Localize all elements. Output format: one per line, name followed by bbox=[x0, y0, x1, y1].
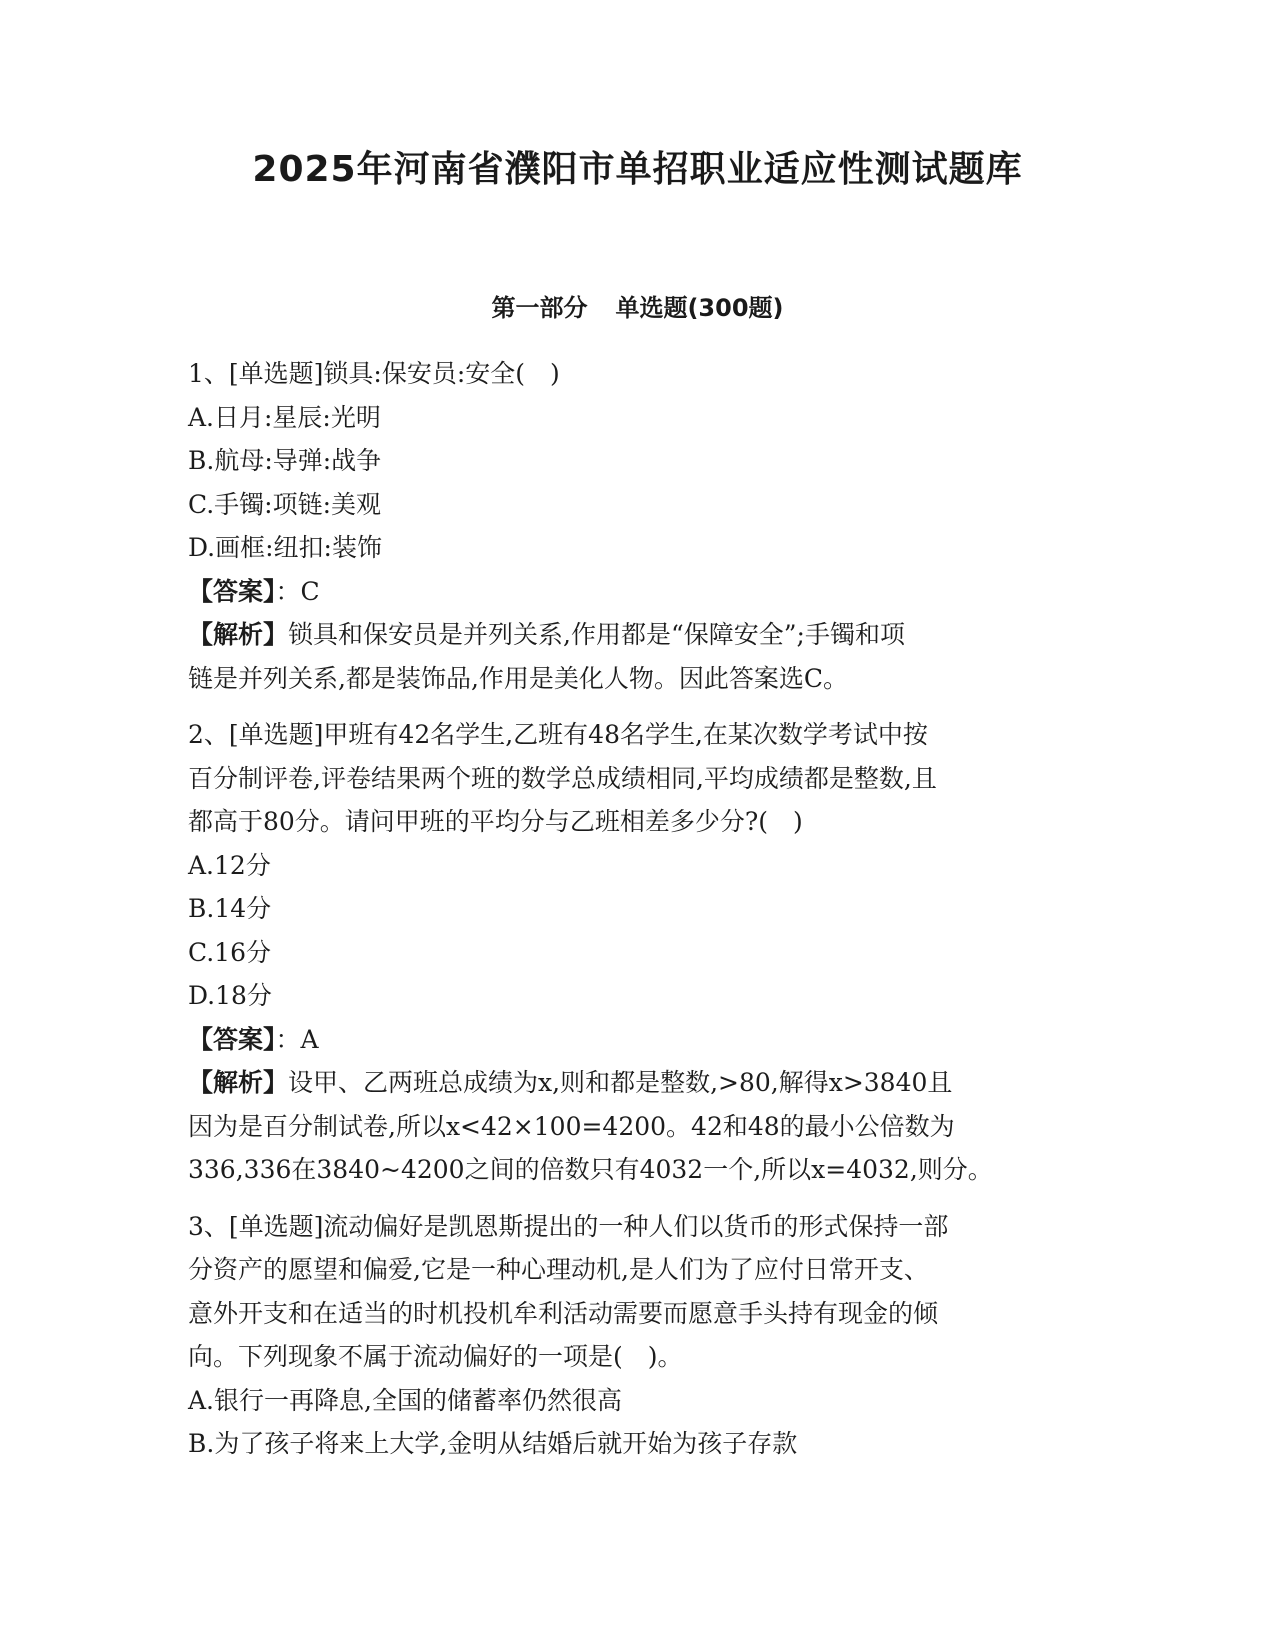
question-stem: 1、[单选题]锁具:保安员:安全( ) bbox=[188, 359, 560, 388]
question-3 bbox=[188, 1205, 1088, 1466]
option-a: A.日月:星辰:光明 bbox=[188, 402, 381, 432]
question-stem: 3、[单选题]流动偏好是凯恩斯提出的一种人们以货币的形式保持一部 bbox=[188, 1211, 949, 1241]
answer-label: 【答案】 bbox=[188, 576, 276, 606]
question-list bbox=[188, 352, 1088, 1479]
analysis-text: 设甲、乙两班总成绩为x,则和都是整数,>80,解得x>3840且 bbox=[288, 1068, 953, 1097]
analysis-text: 336,336在3840~4200之间的倍数只有4032一个,所以x=4032,则分。 bbox=[188, 1155, 993, 1184]
document-title: 2025年河南省濮阳市单招职业适应性测试题库 bbox=[252, 149, 1023, 190]
analysis-line bbox=[188, 1061, 1088, 1105]
question-2 bbox=[188, 713, 1088, 1192]
question-stem: 分资产的愿望和偏爱,它是一种心理动机,是人们为了应付日常开支、 bbox=[188, 1255, 929, 1284]
section-title bbox=[0, 292, 1275, 324]
question-stem: 都高于80分。请问甲班的平均分与乙班相差多少分?( ) bbox=[188, 807, 803, 836]
analysis-label: 【解析】 bbox=[188, 620, 289, 649]
question-stem: 2、[单选题]甲班有42名学生,乙班有48名学生,在某次数学考试中按 bbox=[188, 720, 928, 749]
answer-line bbox=[188, 570, 1088, 614]
analysis-line bbox=[188, 613, 1088, 657]
option-d: D.画框:纽扣:装饰 bbox=[188, 533, 382, 562]
question-stem: 百分制评卷,评卷结果两个班的数学总成绩相同,平均成绩都是整数,且 bbox=[188, 763, 937, 793]
section-type: 单选题(300题) bbox=[615, 294, 784, 322]
option-b: B.14分 bbox=[188, 894, 272, 923]
question-1 bbox=[188, 352, 1088, 700]
section-part: 第一部分 bbox=[491, 294, 588, 322]
question-stem: 向。下列现象不属于流动偏好的一项是( )。 bbox=[188, 1342, 683, 1371]
option-d: D.18分 bbox=[188, 981, 272, 1010]
option-a: A.银行一再降息,全国的储蓄率仍然很高 bbox=[188, 1385, 622, 1415]
answer-value: ：C bbox=[275, 576, 320, 606]
option-c: C.手镯:项链:美观 bbox=[188, 489, 382, 519]
option-b: B.航母:导弹:战争 bbox=[188, 446, 382, 475]
answer-line bbox=[188, 1018, 1088, 1062]
answer-label: 【答案】 bbox=[188, 1024, 276, 1054]
analysis-text: 锁具和保安员是并列关系,作用都是“保障安全”;手镯和项 bbox=[288, 620, 905, 649]
analysis-label: 【解析】 bbox=[188, 1068, 289, 1097]
question-stem: 意外开支和在适当的时机投机牟利活动需要而愿意手头持有现金的倾 bbox=[188, 1298, 939, 1328]
analysis-text: 链是并列关系,都是装饰品,作用是美化人物。因此答案选C。 bbox=[188, 663, 849, 693]
option-b: B.为了孩子将来上大学,金明从结婚后就开始为孩子存款 bbox=[188, 1429, 798, 1458]
answer-value: ：A bbox=[275, 1024, 319, 1054]
analysis-text: 因为是百分制试卷,所以x<42×100=4200。42和48的最小公倍数为 bbox=[188, 1111, 955, 1141]
option-c: C.16分 bbox=[188, 937, 271, 967]
option-a: A.12分 bbox=[188, 850, 271, 880]
